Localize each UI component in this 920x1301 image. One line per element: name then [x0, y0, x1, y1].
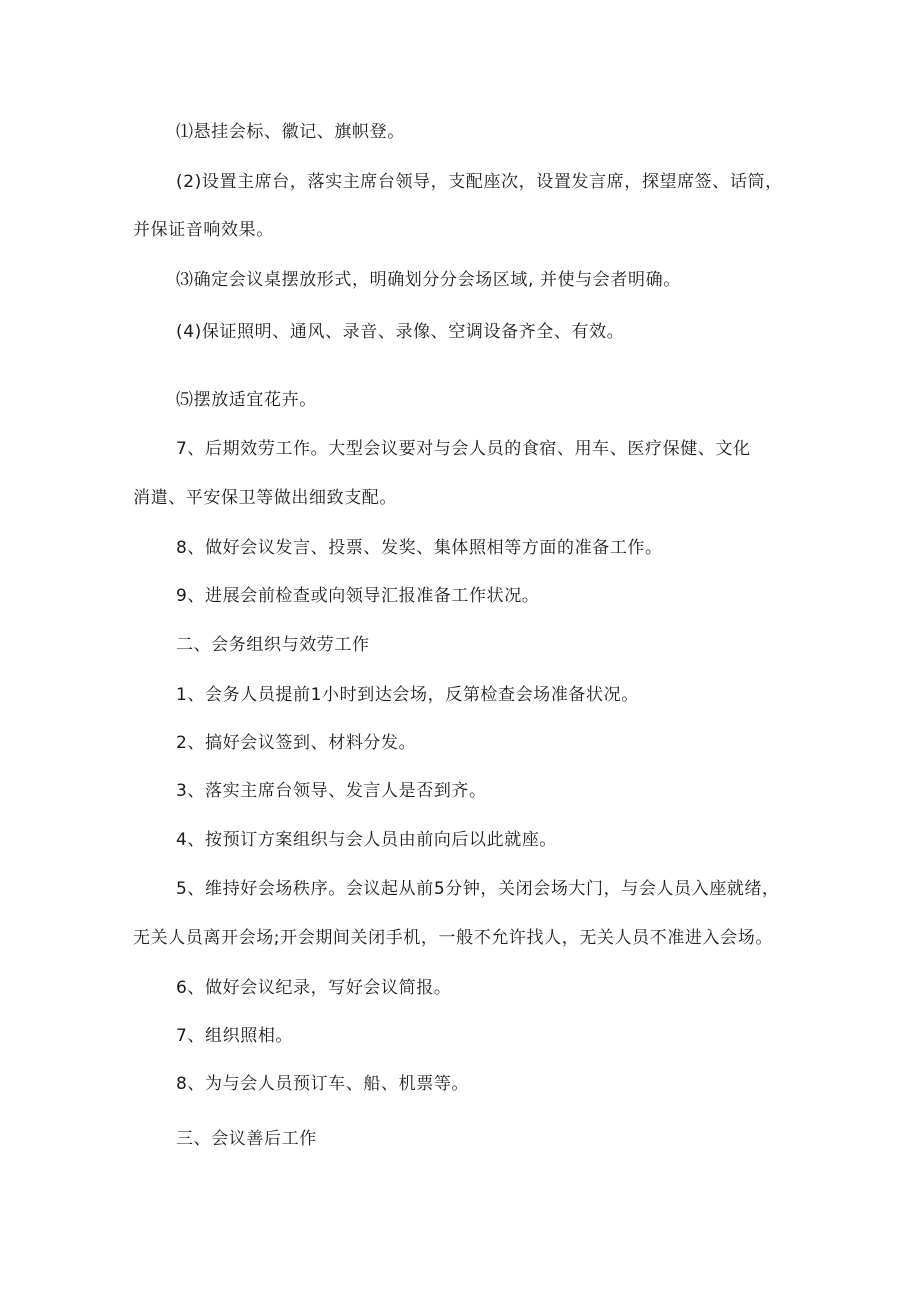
item-speech-prep: 8、做好会议发言、投票、发奖、集体照相等方面的准备工作。 [176, 538, 663, 558]
item-flowers: ⑸摆放适宜花卉。 [176, 390, 317, 410]
item-arrive-early: 1、会务人员提前1小时到达会场，反第检查会场准备状况。 [176, 685, 639, 705]
item-set-podium-cont: 并保证音响效果。 [133, 220, 274, 240]
item-order: 5、维持好会场秩序。会议起从前5分钟，关闭会场大门，与会人员入座就绪， [176, 879, 780, 899]
item-equipment: (4)保证照明、通风、录音、录像、空调设备齐全、有效。 [176, 322, 625, 342]
item-photo: 7、组织照相。 [176, 1026, 294, 1046]
item-seating: 4、按预订方案组织与会人员由前向后以此就座。 [176, 830, 558, 850]
section-heading-3: 三、会议善后工作 [176, 1129, 317, 1149]
item-set-podium: (2)设置主席台，落实主席台领导，支配座次，设置发言席，探望席签、话筒， [176, 172, 783, 192]
item-hang-banner: ⑴悬挂会标、徽记、旗帜登。 [176, 122, 405, 142]
item-tickets: 8、为与会人员预订车、船、机票等。 [176, 1074, 470, 1094]
item-order-cont: 无关人员离开会场;开会期间关闭手机，一般不允许找人，无关人员不准进入会场。 [133, 928, 773, 948]
item-podium-check: 3、落实主席台领导、发言人是否到齐。 [176, 781, 487, 801]
item-signin: 2、搞好会议签到、材料分发。 [176, 733, 417, 753]
item-logistics: 7、后期效劳工作。大型会议要对与会人员的食宿、用车、医疗保健、文化 [176, 439, 751, 459]
item-pre-check: 9、进展会前检查或向领导汇报准备工作状况。 [176, 586, 540, 606]
section-heading-2: 二、会务组织与效劳工作 [176, 635, 370, 655]
item-logistics-cont: 消遣、平安保卫等做出细致支配。 [133, 488, 397, 508]
item-table-layout: ⑶确定会议桌摆放形式，明确划分分会场区域, 并使与会者明确。 [176, 270, 681, 290]
item-minutes: 6、做好会议纪录，写好会议简报。 [176, 978, 452, 998]
